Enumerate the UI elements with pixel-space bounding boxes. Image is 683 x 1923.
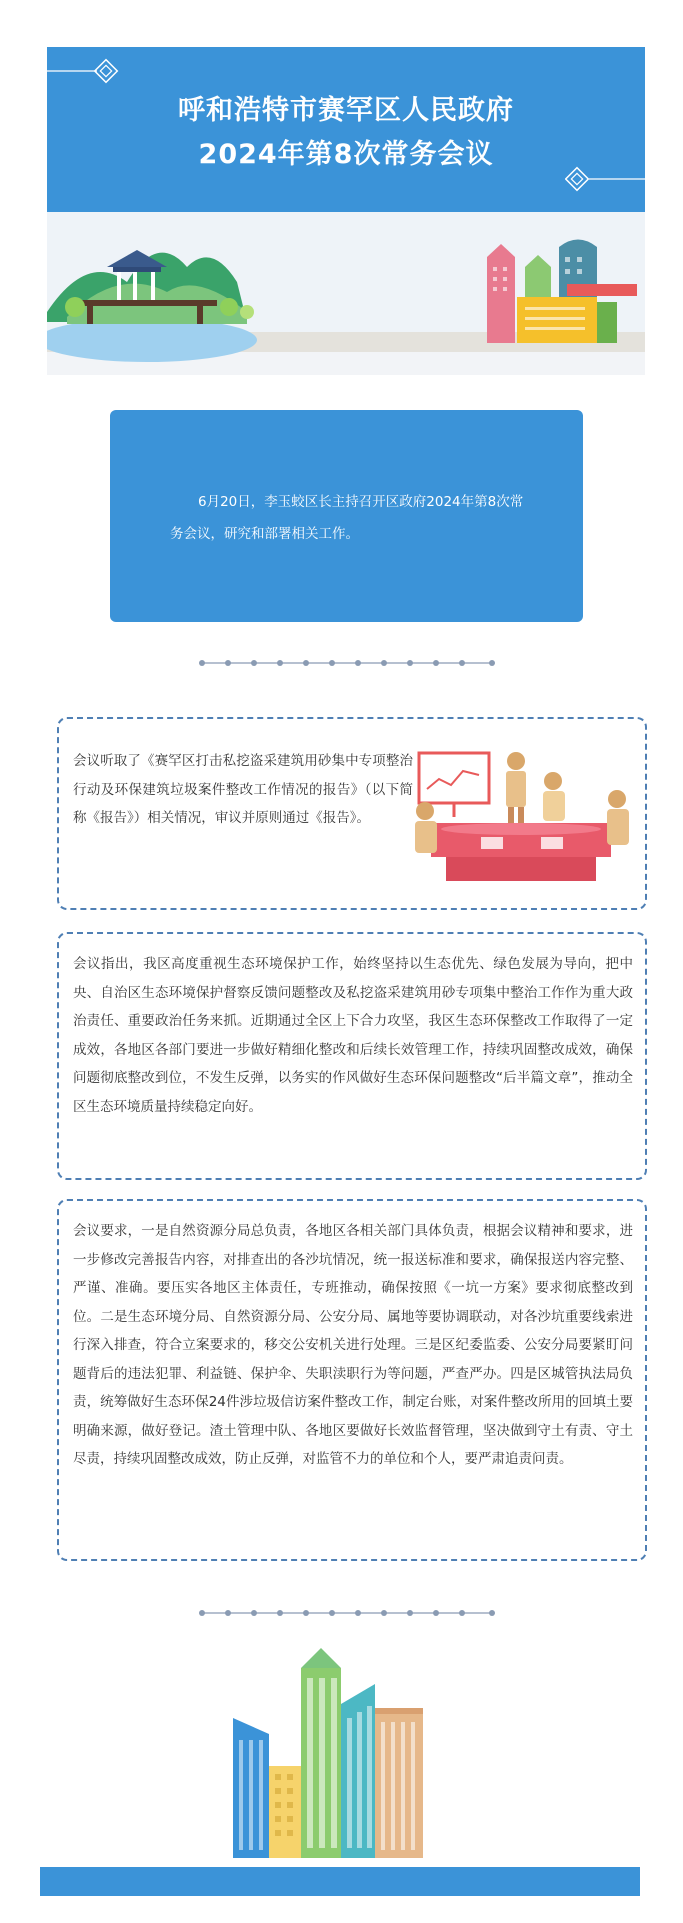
section-card-1 bbox=[57, 717, 647, 910]
pavilion-landscape-illustration bbox=[47, 212, 645, 375]
summary-text: 6月20日，李玉蛟区长主持召开区政府2024年第8次常务会议，研究和部署相关工作。 bbox=[170, 494, 524, 542]
city-buildings-illustration bbox=[225, 1648, 455, 1858]
meeting-illustration bbox=[411, 749, 631, 889]
section-text-3: 会议要求，一是自然资源分局总负责，各地区各相关部门具体负责，根据会议精神和要求，进一步修改完善报告内容，对排查出的各沙坑情况，统一报送标准和要求，确保报送内容完整、严谨、准确。要压实各地区主体责任，专班推动，确保按照《一坑一方案》要求彻底整改到位。二是生态环境分局、自然资源分局、公安分局、属地等要协调联动，对各沙坑重要线索进行深入排查，符合立案要求的，移交公安机关进行处理。三是区纪委监委、公安分局要紧盯问题背后的违法犯罪、利益链、保护伞、失职渎职行为等问题，严查严办。四是区城管执法局负责，统筹做好生态环保24件涉垃圾信访案件整改工作，制定台账，对案件整改所用的回填土要明确来源，做好登记。渣土管理中队、各地区要做好长效监督管理，坚决做到守土有责、守土尽责，持续巩固整改成效，防止反弹，对监管不力的单位和个人，要严肃追责问责。 bbox=[73, 1223, 633, 1467]
title-line-1: 呼和浩特市赛罕区人民政府 bbox=[178, 95, 514, 126]
header-banner bbox=[47, 47, 645, 375]
section-card-3 bbox=[57, 1199, 647, 1561]
section-text-1: 会议听取了《赛罕区打击私挖盗采建筑用砂集中专项整治行动及环保建筑垃圾案件整改工作情况的报告》（以下简称《报告》）相关情况，审议并原则通过《报告》。 bbox=[73, 753, 413, 826]
page-title bbox=[47, 89, 645, 177]
footer-bar bbox=[40, 1867, 640, 1896]
banner-title-area bbox=[47, 47, 645, 212]
section-card-2 bbox=[57, 932, 647, 1180]
section-text-2: 会议指出，我区高度重视生态环境保护工作，始终坚持以生态优先、绿色发展为导向，把中央、自治区生态环境保护督察反馈问题整改及私挖盗采建筑用砂专项集中整治工作作为重大政治责任、重要政治任务来抓。近期通过全区上下合力攻坚，我区生态环保整改工作取得了一定成效，各地区各部门要进一步做好精细化整改和后续长效管理工作，持续巩固整改成效，确保问题彻底整改到位，不发生反弹，以务实的作风做好生态环保问题整改“后半篇文章”，推动全区生态环境质量持续稳定向好。 bbox=[73, 956, 633, 1115]
diamond-ornament-icon bbox=[47, 57, 127, 85]
summary-box bbox=[110, 410, 583, 622]
title-line-2: 2024年第8次常务会议 bbox=[198, 139, 494, 170]
dotted-separator bbox=[198, 658, 496, 668]
dotted-separator bbox=[198, 1608, 496, 1618]
